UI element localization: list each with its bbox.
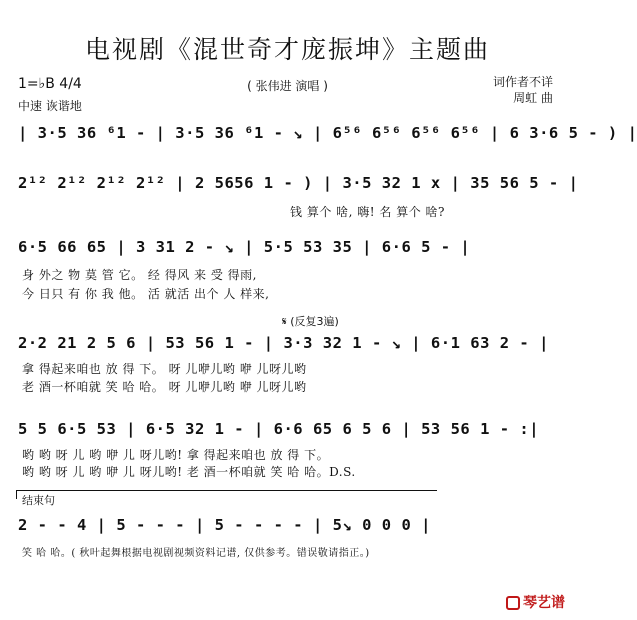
lyric-line-3b: 今 日只 有 你 我 他。 活 就活 出个 人 样来, xyxy=(22,287,270,301)
lyric-line-4a: 拿 得起来咱也 放 得 下。 呀 儿咿儿哟 咿 儿呀儿哟 xyxy=(22,362,307,376)
score-line-6: 2 - - 4 | 5 - - - | 5 - - - - | 5↘ 0 0 0 | xyxy=(18,516,431,534)
lyric-line-5a: 哟 哟 呀 儿 哟 咿 儿 呀儿哟! 拿 得起来咱也 放 得 下。 xyxy=(22,448,330,462)
key-signature: 1=♭B 4/4 xyxy=(18,76,82,92)
page-title: 电视剧《混世奇才庞振坤》主题曲 xyxy=(84,35,490,64)
segno-repeat-mark: 𝄋 (反复3遍) xyxy=(282,315,339,328)
brand-name: 琴艺谱 xyxy=(523,595,565,611)
composer-credit: 周虹 曲 xyxy=(513,91,553,105)
lyric-line-4b: 老 酒一杯咱就 笑 哈 哈。 呀 儿咿儿哟 咿 儿呀儿哟 xyxy=(22,380,307,394)
lyric-line-6-and-note: 笑 哈 哈。( 秋叶起舞根据电视剧视频资料记谱, 仅供参考。错误敬请指正。) xyxy=(22,548,370,559)
ending-label: 结束句 xyxy=(22,494,55,507)
score-line-4: 2·2 21 2 5 6 | 53 56 1 - | 3·3 32 1 - ↘ | 6·1 63 2 - | xyxy=(18,334,549,352)
lyric-line-3a: 身 外之 物 莫 管 它。 经 得风 来 受 得雨, xyxy=(22,268,257,282)
brand-logo-icon xyxy=(506,596,520,610)
lyric-line-2a: 钱 算个 啥, 嗨! 名 算个 啥? xyxy=(290,205,445,219)
lyric-line-5b: 哟 哟 呀 儿 哟 咿 儿 呀儿哟! 老 酒一杯咱就 笑 哈 哈。D.S. xyxy=(22,465,356,479)
score-line-2: 2¹² 2¹² 2¹² 2¹² | 2 5656 1 - ) | 3·5 32 1 x | 35 56 5 - | xyxy=(18,174,579,192)
score-line-3: 6·5 66 65 | 3 31 2 - ↘ | 5·5 53 35 | 6·6 5 - | xyxy=(18,238,471,256)
tempo-marking: 中速 诙谐地 xyxy=(18,99,82,113)
ending-bracket xyxy=(16,490,437,499)
score-line-1: | 3·5 36 ⁶1 - | 3·5 36 ⁶1 - ↘ | 6⁵⁶ 6⁵⁶ 6⁵⁶ 6⁵⁶ | 6 3·6 5 - ) | xyxy=(18,124,637,142)
score-line-5: 5 5 6·5 53 | 6·5 32 1 - | 6·6 65 6 5 6 | 53 56 1 - :| xyxy=(18,420,540,438)
singer-credit: ( 张伟进 演唱 ) xyxy=(247,79,328,93)
lyricist-credit: 词作者不详 xyxy=(492,75,553,89)
brand-logo xyxy=(506,592,565,612)
